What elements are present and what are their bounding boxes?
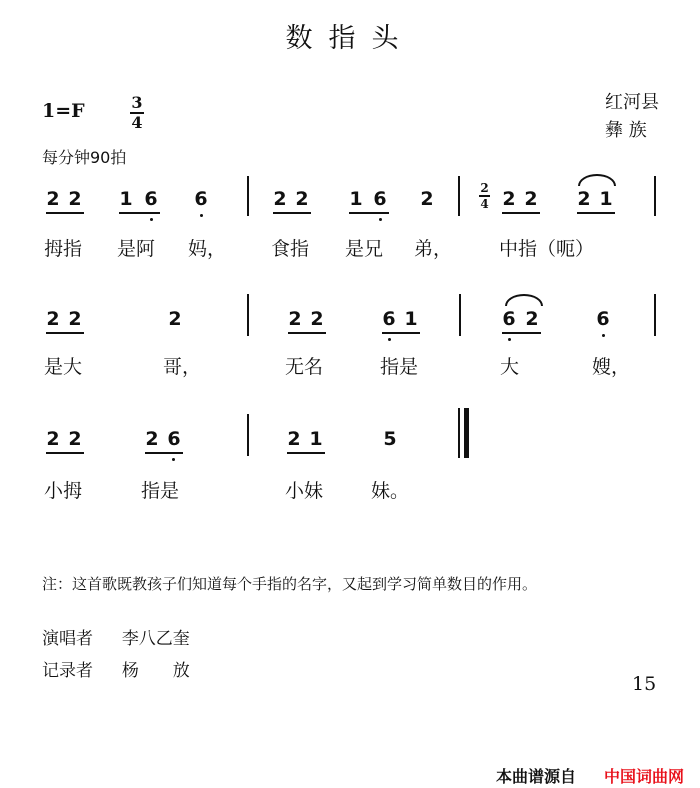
beam: [46, 452, 84, 454]
note: 1: [119, 188, 133, 210]
origin-ethnicity: 彝 族: [605, 120, 647, 141]
beam: [288, 332, 326, 334]
beam: [145, 452, 183, 454]
score-row-2: [0, 290, 700, 380]
beam: [502, 212, 540, 214]
note: 2: [46, 428, 60, 450]
score-row-3: [0, 408, 700, 508]
lyric: 哥，: [163, 356, 202, 378]
lyric: 拇指: [44, 238, 83, 260]
song-title: 数指头: [285, 23, 415, 54]
note: 2: [310, 308, 324, 330]
lyric: 指是: [380, 356, 419, 378]
note: 2: [68, 308, 82, 330]
lyric: 弟，: [414, 238, 453, 260]
note: 1: [404, 308, 418, 330]
note: 2: [68, 428, 82, 450]
time-signature-change-denominator: 4: [480, 197, 489, 211]
origin-region: 红河县: [605, 92, 659, 113]
note: 6: [373, 188, 387, 210]
note: 2: [46, 188, 60, 210]
beam: [577, 212, 615, 214]
lyric: 是兄: [345, 238, 384, 260]
octave-dot: [172, 458, 175, 461]
note: 1: [349, 188, 363, 210]
score-row-1: [0, 170, 700, 260]
note: 2: [502, 188, 516, 210]
octave-dot: [200, 214, 203, 217]
final-barline-thick: [464, 408, 469, 458]
slur: [505, 294, 543, 306]
beam: [349, 212, 389, 214]
note: 1: [599, 188, 613, 210]
beam: [287, 452, 325, 454]
barline: [654, 176, 656, 216]
octave-dot: [388, 338, 391, 341]
note: 2: [295, 188, 309, 210]
lyric: 无名: [285, 356, 324, 378]
time-signature-denominator: 4: [131, 113, 143, 132]
note: 2: [287, 428, 301, 450]
barline: [459, 294, 461, 336]
footer-source-label: 本曲谱源自: [496, 767, 577, 786]
lyric: 食指: [271, 238, 310, 260]
beam: [46, 332, 84, 334]
time-signature-change: [479, 182, 490, 210]
note: 2: [68, 188, 82, 210]
lyric: 中指（呃）: [499, 238, 595, 260]
slur: [578, 174, 616, 186]
beam: [46, 212, 84, 214]
lyric: 指是: [141, 480, 180, 502]
octave-dot: [379, 218, 382, 221]
credit-name: 李八乙奎: [121, 629, 190, 649]
lyric: 小妹: [285, 480, 324, 502]
note: 2: [288, 308, 302, 330]
note: 6: [596, 308, 610, 330]
lyric: 妹。: [371, 480, 410, 502]
octave-dot: [602, 334, 605, 337]
tempo-marking: 每分钟90拍: [42, 148, 127, 167]
time-signature: [130, 95, 144, 131]
barline: [458, 176, 460, 216]
time-signature-numerator: 3: [131, 93, 143, 112]
footer-site-link[interactable]: 中国词曲网: [604, 767, 685, 786]
lyric: 大: [500, 356, 520, 378]
barline: [247, 414, 249, 456]
beam: [502, 332, 541, 334]
note: 2: [525, 308, 539, 330]
note: 6: [502, 308, 516, 330]
octave-dot: [508, 338, 511, 341]
lyric: 是阿: [117, 238, 156, 260]
note: 6: [144, 188, 158, 210]
note: 2: [145, 428, 159, 450]
note: 1: [309, 428, 323, 450]
barline: [654, 294, 656, 336]
barline: [247, 176, 249, 216]
time-signature-change-numerator: 2: [480, 181, 489, 195]
credit-singer: [42, 624, 190, 649]
octave-dot: [150, 218, 153, 221]
note: 6: [167, 428, 181, 450]
page-number: 15: [632, 673, 657, 695]
note: 6: [194, 188, 208, 210]
credit-name: 杨 放: [121, 661, 190, 681]
note: 2: [168, 308, 182, 330]
lyric: 是大: [44, 356, 83, 378]
beam: [273, 212, 311, 214]
lyric: 嫂，: [592, 356, 631, 378]
note: 5: [383, 428, 397, 450]
credit-role: 演唱者: [42, 629, 93, 649]
note: 6: [382, 308, 396, 330]
note: 2: [420, 188, 434, 210]
note: 2: [524, 188, 538, 210]
footnote: 注：这首歌既教孩子们知道每个手指的名字，又起到学习简单数目的作用。: [42, 575, 538, 593]
final-barline-thin: [458, 408, 460, 458]
note: 2: [46, 308, 60, 330]
note: 2: [273, 188, 287, 210]
lyric: 妈，: [188, 238, 227, 260]
beam: [119, 212, 160, 214]
beam: [382, 332, 420, 334]
credit-recorder: [42, 656, 190, 681]
key-signature: 1=F: [42, 100, 85, 122]
credit-role: 记录者: [42, 661, 93, 681]
barline: [247, 294, 249, 336]
note: 2: [577, 188, 591, 210]
lyric: 小拇: [44, 480, 83, 502]
